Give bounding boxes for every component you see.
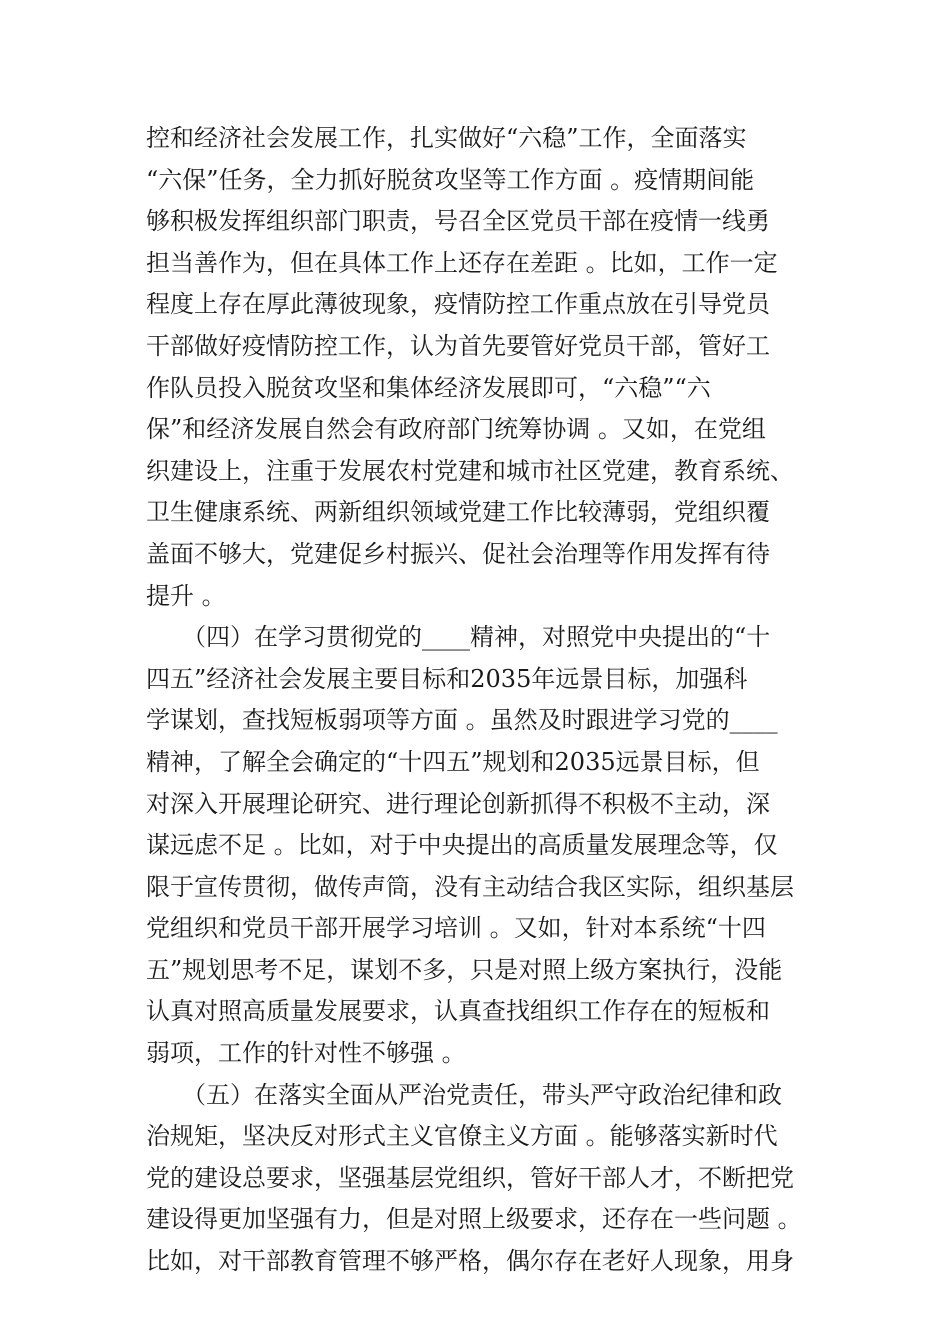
text-line: 程度上存在厚此薄彼现象，疫情防控工作重点放在引导党员 [146,290,770,319]
section-heading-4: （四）在学习贯彻党的____精神，对照党中央提出的“十 [146,623,771,652]
text-line: 比如，对干部教育管理不够严格，偶尔存在老好人现象，用身 [146,1247,794,1276]
text-line: 精神，了解全会确定的“十四五”规划和2035远景目标，但 [146,747,760,776]
text-line: 卫生健康系统、两新组织领域党建工作比较薄弱，党组织覆 [146,498,770,527]
text-line: 盖面不够大，党建促乡村振兴、促社会治理等作用发挥有待 [146,539,770,568]
text-line: 四五”经济社会发展主要目标和2035年远景目标，加强科 [146,664,748,693]
text-line: 够积极发挥组织部门职责，号召全区党员干部在疫情一线勇 [146,207,770,236]
text-line: 学谋划，查找短板弱项等方面 。虽然及时跟进学习党的____ [146,706,778,735]
text-line: 保”和经济发展自然会有政府部门统筹协调 。又如，在党组 [146,415,766,444]
section-heading-5: （五）在落实全面从严治党责任，带头严守政治纪律和政 [146,1080,782,1109]
text-line: 干部做好疫情防控工作，认为首先要管好党员干部，管好工 [146,331,770,360]
text-line: 认真对照高质量发展要求，认真查找组织工作存在的短板和 [146,997,770,1026]
text-line: 限于宣传贯彻，做传声筒，没有主动结合我区实际，组织基层 [146,872,794,901]
text-line: 提升 。 [146,581,226,610]
text-line: 对深入开展理论研究、进行理论创新抓得不积极不主动，深 [146,789,770,818]
body-text [146,118,810,1283]
text-line: 治规矩，坚决反对形式主义官僚主义方面 。能够落实新时代 [146,1122,778,1151]
text-line: “六保”任务，全力抓好脱贫攻坚等工作方面 。疫情期间能 [146,165,755,194]
text-line: 党的建设总要求，坚强基层党组织，管好干部人才，不断把党 [146,1163,794,1192]
text-line: 作队员投入脱贫攻坚和集体经济发展即可，“六稳”“六 [146,373,711,402]
text-line: 担当善作为，但在具体工作上还存在差距 。比如，工作一定 [146,248,778,277]
text-line: 织建设上，注重于发展农村党建和城市社区党建，教育系统、 [146,456,794,485]
text-line: 党组织和党员干部开展学习培训 。又如，针对本系统“十四 [146,914,766,943]
text-line: 控和经济社会发展工作，扎实做好“六稳”工作，全面落实 [146,124,747,152]
text-line: 弱项，工作的针对性不够强 。 [146,1039,466,1068]
text-line: 谋远虑不足 。比如，对于中央提出的高质量发展理念等，仅 [146,831,778,860]
text-line: 五”规划思考不足，谋划不多，只是对照上级方案执行，没能 [146,955,783,984]
text-line: 建设得更加坚强有力，但是对照上级要求，还存在一些问题 。 [146,1205,802,1234]
